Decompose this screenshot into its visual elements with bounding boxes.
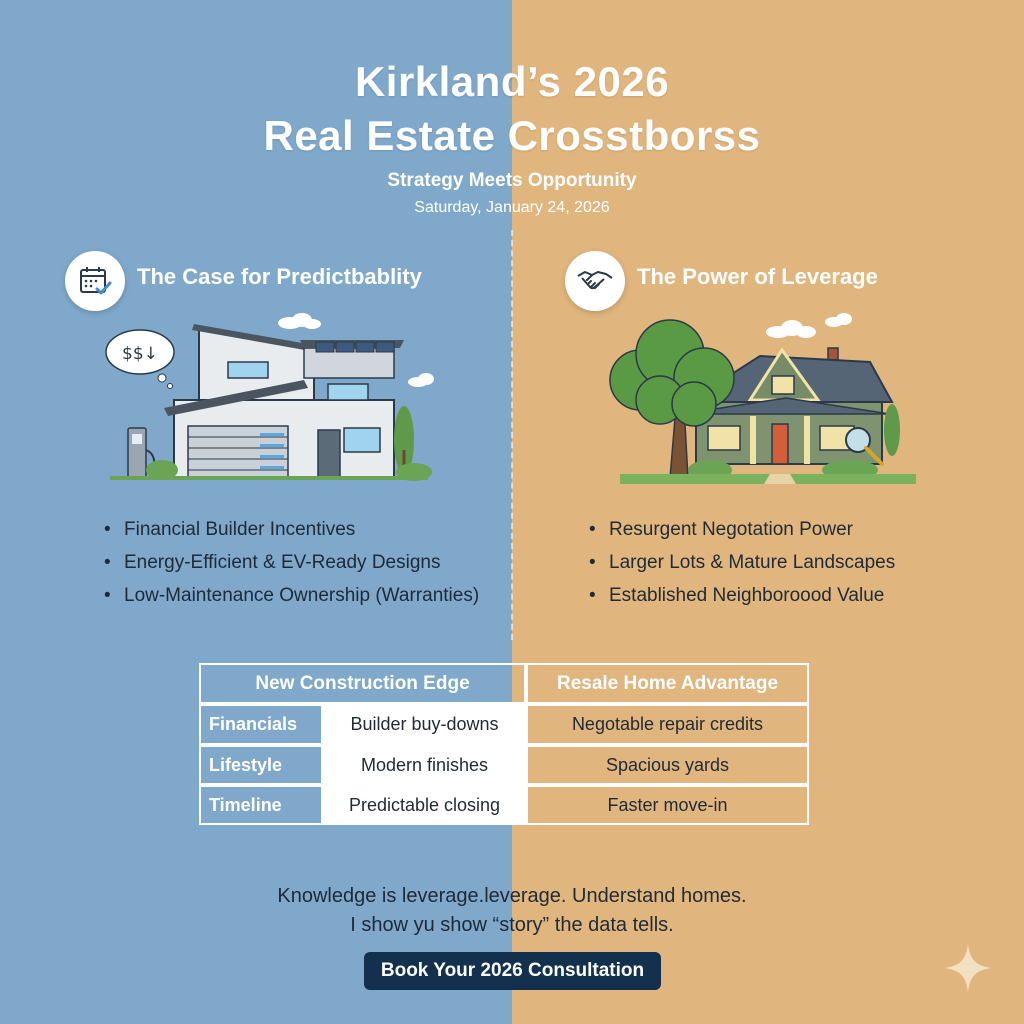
modern-house-illustration bbox=[104, 310, 434, 485]
thought-bubble-text: $$↓ bbox=[122, 344, 158, 364]
page-title-line1: Kirkland’s 2026 bbox=[354, 58, 670, 105]
page-subtitle: Strategy Meets Opportunity bbox=[387, 170, 637, 191]
right-section-heading: The Power of Leverage bbox=[637, 264, 878, 289]
table-cell: Faster move-in bbox=[526, 785, 809, 825]
row-label-lifestyle: Lifestyle bbox=[199, 745, 323, 785]
craftsman-house-illustration bbox=[600, 310, 920, 490]
table-cell: Spacious yards bbox=[526, 745, 809, 785]
book-consultation-button[interactable]: Book Your 2026 Consultation bbox=[364, 952, 661, 990]
list-item: • Larger Lots & Mature Landscapes bbox=[589, 546, 895, 579]
page-title-line2: Real Estate Crosstborss bbox=[263, 112, 761, 159]
right-bullet-list bbox=[589, 513, 895, 612]
sparkle-icon bbox=[942, 942, 994, 994]
row-label-timeline: Timeline bbox=[199, 785, 323, 825]
list-item: • Low-Maintenance Ownership (Warranties) bbox=[104, 579, 479, 612]
resale-header: Resale Home Advantage bbox=[526, 663, 809, 704]
list-item: • Resurgent Negotation Power bbox=[589, 513, 895, 546]
footer-tagline-line1: Knowledge is leverage.leverage. Understand homes. bbox=[277, 885, 747, 907]
row-label-financials: Financials bbox=[199, 704, 323, 745]
calendar-check-icon bbox=[65, 251, 125, 311]
list-item: • Financial Builder Incentives bbox=[104, 513, 479, 546]
table-cell: Builder buy-downs bbox=[323, 704, 526, 745]
left-section-heading: The Case for Predictbablity bbox=[137, 264, 422, 289]
footer-tagline-line2: I show yu show “story” the data tells. bbox=[350, 914, 674, 936]
new-construction-header: New Construction Edge bbox=[199, 663, 526, 704]
page-date: Saturday, January 24, 2026 bbox=[414, 199, 610, 216]
house-body bbox=[164, 324, 404, 478]
center-divider bbox=[511, 230, 513, 640]
comparison-table bbox=[199, 663, 809, 825]
list-item: • Energy-Efficient & EV-Ready Designs bbox=[104, 546, 479, 579]
thought-bubble bbox=[106, 330, 174, 389]
list-item: • Established Neighboroood Value bbox=[589, 579, 895, 612]
table-cell: Modern finishes bbox=[323, 745, 526, 785]
left-bullet-list bbox=[104, 513, 479, 612]
handshake-icon bbox=[565, 251, 625, 311]
table-cell: Predictable closing bbox=[323, 785, 526, 825]
table-cell: Negotable repair credits bbox=[526, 704, 809, 745]
